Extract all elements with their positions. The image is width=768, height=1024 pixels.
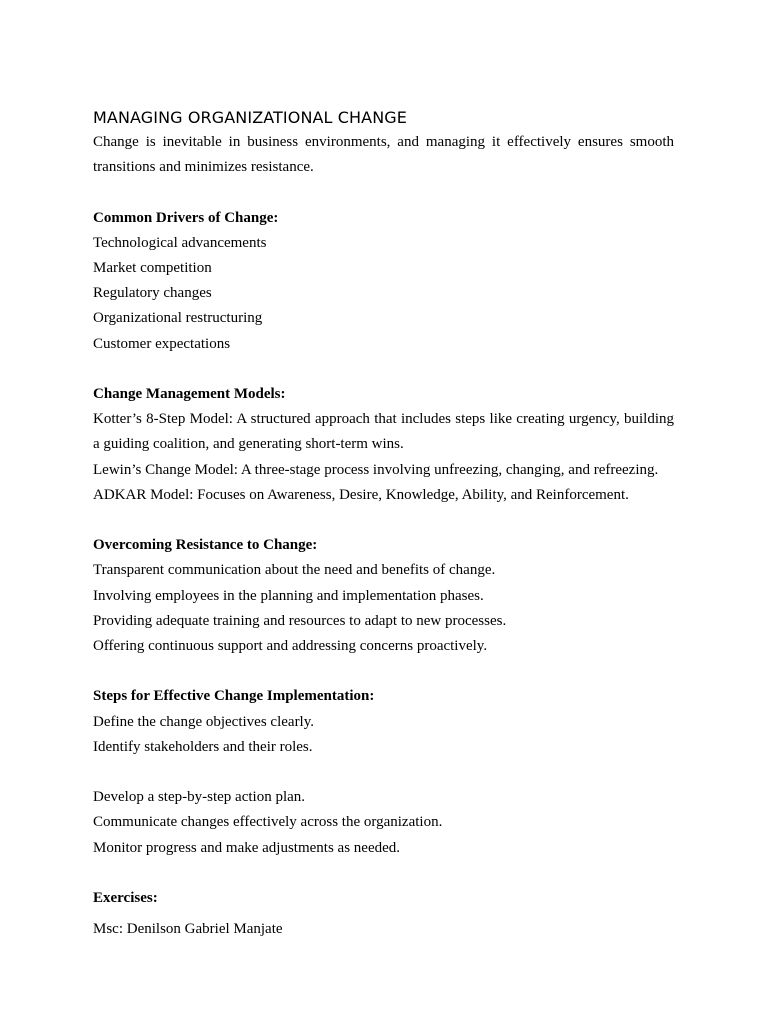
exercises-heading: Exercises: — [93, 890, 158, 906]
models-item: ADKAR Model: Focuses on Awareness, Desire, Knowledge, Ability, and Reinforcement. — [93, 486, 629, 503]
models-item: Kotter’s 8-Step Model: A structured approach that includes steps like creating urgency, building a guiding coalition, and generating short-term wins. — [93, 411, 674, 453]
drivers-item: Organizational restructuring — [93, 310, 263, 327]
implementation-item: Identify stakeholders and their roles. — [93, 738, 313, 755]
spacer — [93, 760, 674, 785]
implementation-item: Communicate changes effectively across the organization. — [93, 814, 443, 831]
resistance-item: Involving employees in the planning and implementation phases. — [93, 587, 484, 604]
spacer — [93, 508, 674, 533]
models-heading: Change Management Models: — [93, 386, 286, 402]
resistance-item: Offering continuous support and addressing concerns proactively. — [93, 638, 488, 655]
resistance-heading: Overcoming Resistance to Change: — [93, 537, 318, 554]
resistance-item: Providing adequate training and resources to adapt to new processes. — [93, 612, 507, 629]
implementation-heading: Steps for Effective Change Implementation: — [93, 688, 375, 705]
models-item: Lewin’s Change Model: A three-stage process involving unfreezing, changing, and refreezing. — [93, 461, 659, 478]
spacer — [93, 357, 674, 382]
document-title: MANAGING ORGANIZATIONAL CHANGE — [93, 108, 407, 127]
author-line: Msc: Denilson Gabriel Manjate — [93, 921, 283, 938]
document-body — [93, 106, 674, 942]
drivers-item: Technological advancements — [93, 234, 267, 251]
spacer — [93, 861, 674, 886]
drivers-item: Regulatory changes — [93, 285, 212, 302]
implementation-item: Monitor progress and make adjustments as needed. — [93, 839, 401, 856]
spacer — [93, 659, 674, 684]
implementation-item: Develop a step-by-step action plan. — [93, 789, 306, 806]
resistance-item: Transparent communication about the need and benefits of change. — [93, 562, 496, 579]
intro-paragraph: Change is inevitable in business environments, and managing it effectively ensures smooth transitions and minimizes resistance. — [93, 134, 674, 176]
drivers-item: Customer expectations — [93, 335, 231, 352]
drivers-item: Market competition — [93, 260, 212, 276]
implementation-item: Define the change objectives clearly. — [93, 713, 315, 730]
spacer — [93, 180, 674, 205]
drivers-heading: Common Drivers of Change: — [93, 209, 279, 226]
